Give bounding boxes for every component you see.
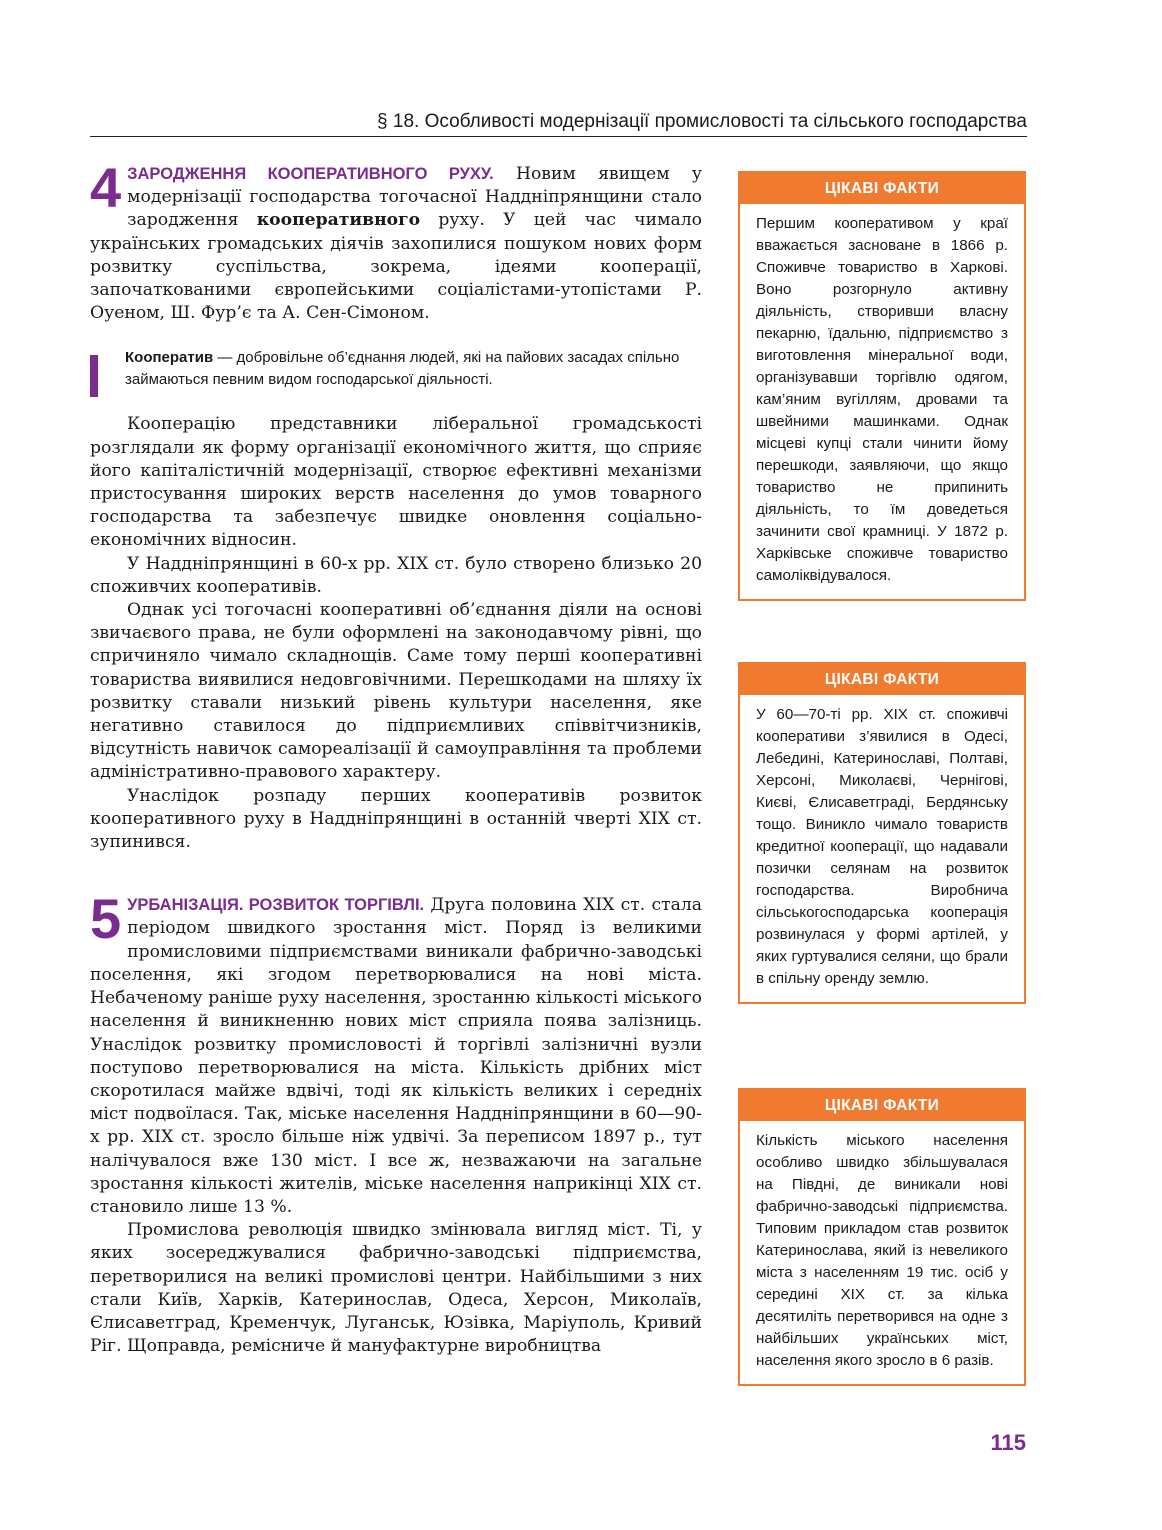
section-5 bbox=[90, 887, 703, 1358]
section-number: 4 bbox=[90, 156, 122, 219]
fact-box-text: Першим кооперативом у краї вважається засноване в 1866 р. Споживче товариство в Харкові. Воно розгорнуло активну діяльність, створивши власну пекарню, їдальню, підприємство з виготовлення мінеральної води, організувавши торгівлю одягом, кам’яним вугіллям, дровами та швейними машинками. Однак місцеві купці стали чинити йому перешкоди, заявляючи, що якщо товариство не припинить діяльність, то їм доведеться зачинити свої крамниці. У 1872 р. Харківське споживче товариство самоліквідувалося. bbox=[756, 215, 1008, 584]
fact-box-text: Кількість міського населення особливо швидко збільшувалася на Півдні, де виникали нові фабрично-заводські підприємства. Типовим прикладом став розвиток Катеринослава, який із невеликого міста з населенням 19 тис. осіб у середині ХІХ ст. за кілька десятиліть перетворився на одне з найбільших українських міст, населення якого зросло в 6 разів. bbox=[756, 1132, 1008, 1369]
fact-box-text: У 60—70-ті рр. ХІХ ст. споживчі кооперативи з’явилися в Одесі, Лебедині, Катеринославі, Полтаві, Херсоні, Миколаєві, Чернігові, Києві, Єлисаветграді, Бердянську тощо. Виникло чимало товариств кредитної кооперації, що надавали позички селянам на розвиток господарства. Виробнича сільськогосподарська кооперація розвинулася у формі артілей, у яких гуртувалися селяни, що брали в спільну оренду землю. bbox=[756, 706, 1008, 987]
highlighted-term: кооперативного bbox=[256, 210, 421, 231]
fact-box-title: ЦІКАВІ ФАКТИ bbox=[740, 1090, 1024, 1121]
main-column bbox=[90, 156, 703, 1358]
section-4 bbox=[90, 156, 702, 854]
definition-term: Кооператив bbox=[125, 349, 214, 367]
fact-box-title: ЦІКАВІ ФАКТИ bbox=[740, 173, 1024, 204]
page-number: 115 bbox=[990, 1430, 1026, 1455]
intro-text-b: руху. У цей час чимало українських громадських діячів захопилися пошуком нових форм розвитку суспільства, зокрема, ідеями кооперації, започаткованими європейськими соціалістами-утопістами Р. Оуеном, Ш. Фур’є та А. Сен-Сімоном. bbox=[90, 210, 702, 324]
body-paragraph: У Наддніпрянщині в 60-х рр. ХІХ ст. було створено близько 20 споживчих кооперативів. bbox=[90, 553, 702, 597]
intro-text: Друга половина ХІХ ст. стала періодом швидкого зростання міст. Поряд із великими промисловими підприємствами виникали фабрично-заводські поселення, які згодом перетворювалися на нові міста. Небаченому раніше руху населення, зростанню кількості міського населення й виникненню нових міст сприяла поява залізниць. Унаслідок розвитку промисловості й торгівлі залізничні вузли поступово перетворювалися на міста. Кількість дрібних міст скоротилася майже вдвічі, тоді як кількість великих і середніх міст подвоїлася. Так, міське населення Наддніпрянщини в 60—90-х рр. ХІХ ст. зросло більше ніж удвічі. За переписом 1897 р., тут налічувалося вже 130 міст. І все ж, незважаючи на загальне зростання кількості жителів, міське населення наприкінці ХІХ ст. становило лише 13 %. bbox=[90, 895, 703, 1217]
section-heading: ЗАРОДЖЕННЯ КООПЕРАТИВНОГО РУХУ. bbox=[127, 165, 494, 183]
body-paragraph: Однак усі тогочасні кооперативні об’єднання діяли на основі звичаєвого права, не були оформлені на законодавчому рівні, що спричиняло чимало складнощів. Саме тому перші кооперативні товариства виявилися недовговічними. Перешкодами на шляху їх розвитку ставали низький рівень культури населення, яке негативно ставилося до підприємливих співвітчизників, відсутність навичок самореалізації й самоуправління та проблеми адміністративно-правового характеру. bbox=[90, 600, 702, 783]
intro-text-a: Новим явищем у модернізації господарства тогочасної Наддніпрянщини стало зародження bbox=[127, 164, 702, 231]
running-header: § 18. Особливості модернізації промисловості та сільського господарства bbox=[90, 108, 1027, 137]
section-number: 5 bbox=[90, 887, 122, 951]
fact-box-1 bbox=[738, 171, 1026, 601]
definition-marker-bar bbox=[90, 355, 98, 397]
definition-box bbox=[90, 347, 702, 391]
body-paragraph: Унаслідок розпаду перших кооперативів розвиток кооперативного руху в Наддніпрянщині в останній чверті ХІХ ст. зупинився. bbox=[90, 785, 702, 853]
section-heading: УРБАНІЗАЦІЯ. РОЗВИТОК ТОРГІВЛІ. bbox=[127, 896, 425, 915]
fact-box-3 bbox=[738, 1088, 1026, 1386]
fact-box-2 bbox=[738, 662, 1026, 1004]
body-paragraph: Кооперацію представники ліберальної громадськості розглядали як форму організації економічного життя, що сприяє його капіталістичній модернізації, створює ефективні механізми пристосування широких верств населення до умов товарного господарства та забезпечує швидке оновлення соціально-економічних відносин. bbox=[90, 414, 702, 551]
fact-box-title: ЦІКАВІ ФАКТИ bbox=[740, 664, 1024, 695]
section-intro-paragraph bbox=[90, 887, 703, 1219]
body-paragraph: Промислова революція швидко змінювала вигляд міст. Ті, у яких зосереджувалися фабрично-заводські підприємства, перетворилися на великі промислові центри. Найбільшими з них стали Київ, Харків, Катеринослав, Одеса, Херсон, Миколаїв, Єлисаветград, Кременчук, Луганськ, Юзівка, Маріуполь, Кривий Ріг. Щоправда, ремісниче й мануфактурне виробництва bbox=[90, 1220, 702, 1357]
definition-text: — добровільне об’єднання людей, які на пайових засадах спільно займаються певним видом господарської діяльності. bbox=[125, 349, 680, 389]
section-intro-paragraph bbox=[90, 156, 702, 325]
